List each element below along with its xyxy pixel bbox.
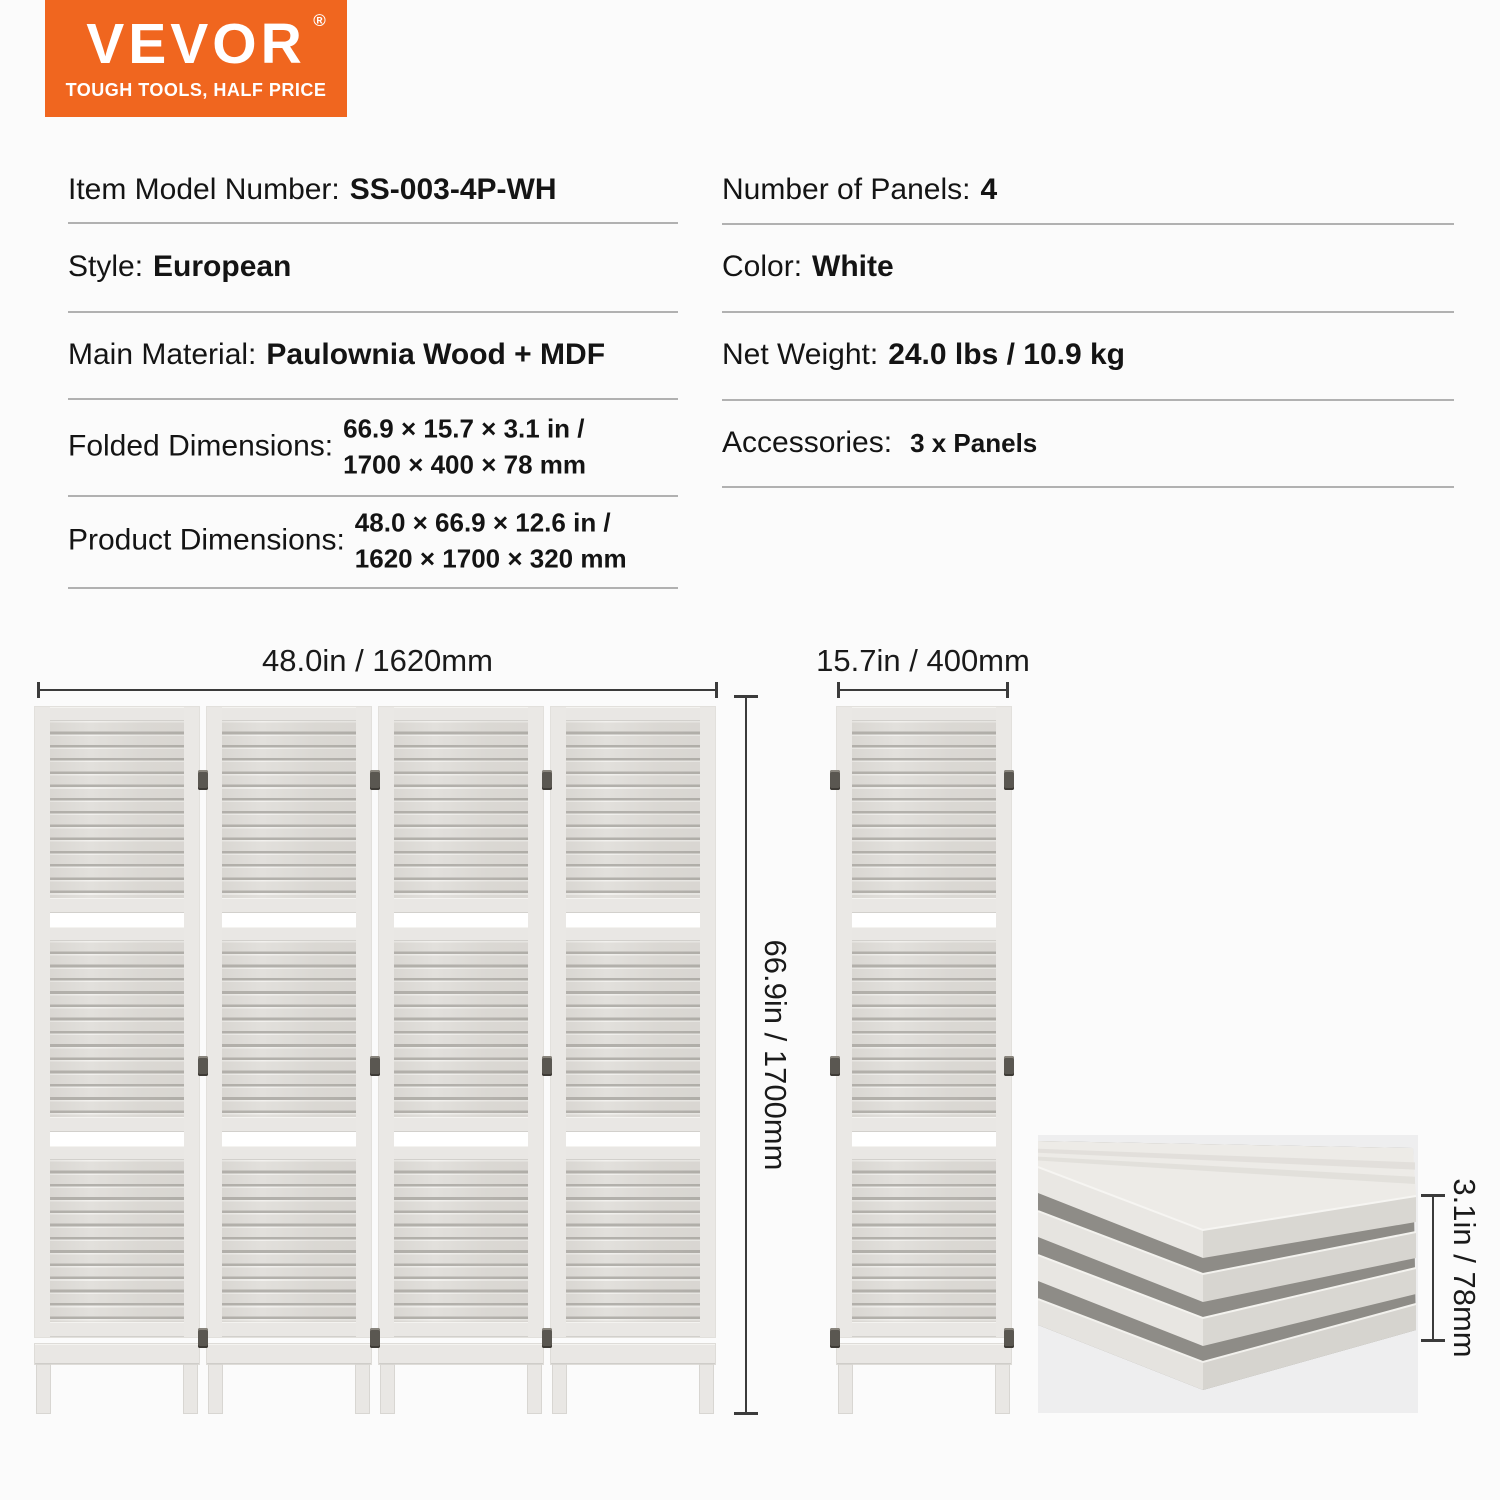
louver-section: [222, 941, 356, 1117]
registered-trademark-icon: ®: [313, 11, 326, 30]
height-dimension-line: [745, 697, 747, 1414]
dimension-tick: [37, 682, 40, 698]
panel-leg: [380, 1364, 395, 1414]
separator-line: [68, 587, 678, 589]
spec-value: [355, 505, 627, 578]
panel-leg: [183, 1364, 198, 1414]
panel-leg: [355, 1364, 370, 1414]
spec-style: [68, 250, 291, 284]
separator-line: [68, 222, 678, 224]
spec-value: European: [153, 250, 292, 283]
separator-line: [68, 495, 678, 497]
open-slot: [222, 913, 356, 927]
open-slot: [852, 913, 996, 927]
divider-panel-1: [35, 707, 199, 1414]
spec-color: [722, 250, 894, 284]
louver-section: [852, 941, 996, 1117]
louver-section: [566, 941, 700, 1117]
spec-value: 4: [980, 173, 998, 206]
panel-body: [35, 707, 199, 1337]
hinge-icon: [542, 1328, 552, 1348]
dimension-tick: [1006, 682, 1009, 698]
folded-stack-illustration: [1038, 1135, 1418, 1413]
bottom-rail: [207, 1344, 371, 1364]
spec-label: Color:: [722, 250, 803, 283]
spec-value: [343, 411, 586, 484]
panel-leg: [552, 1364, 567, 1414]
vevor-logo-tagline: TOUGH TOOLS, HALF PRICE: [65, 80, 327, 100]
single-panel-view: [837, 707, 1011, 1414]
dimension-tick: [715, 682, 718, 698]
divider-panel-2: [207, 707, 371, 1414]
spec-value-line2: 1700 × 400 × 78 mm: [343, 450, 586, 480]
spec-label: Item Model Number:: [68, 173, 340, 206]
louver-section: [566, 1160, 700, 1322]
panel-leg: [527, 1364, 542, 1414]
panel-leg: [208, 1364, 223, 1414]
open-slot: [566, 913, 700, 927]
open-slot: [394, 1132, 528, 1146]
front-width-dimension-line: [38, 689, 717, 691]
open-slot: [394, 913, 528, 927]
spec-label: Product Dimensions:: [68, 524, 345, 557]
spec-number-of-panels: [722, 173, 997, 207]
louver-section: [566, 721, 700, 898]
dimension-tick: [734, 695, 758, 698]
dimension-tick: [837, 682, 840, 698]
louver-section: [394, 941, 528, 1117]
panel-leg: [36, 1364, 51, 1414]
spec-label: Net Weight:: [722, 338, 879, 371]
vevor-logo-text: VEVOR: [86, 12, 306, 76]
hinge-icon: [1004, 1056, 1014, 1076]
panel-leg: [699, 1364, 714, 1414]
spec-value: SS-003-4P-WH: [349, 173, 557, 206]
panel-body: [551, 707, 715, 1337]
bottom-rail: [551, 1344, 715, 1364]
separator-line: [722, 399, 1454, 401]
spec-folded-dimensions: [68, 411, 586, 484]
hinge-icon: [198, 770, 208, 790]
panel-body: [207, 707, 371, 1337]
hinge-icon: [830, 770, 840, 790]
louver-section: [852, 721, 996, 898]
front-width-dimension-label: 48.0in / 1620mm: [262, 643, 493, 678]
spec-value: 3 x Panels: [910, 427, 1038, 458]
vevor-logo-brand-row: [86, 11, 326, 76]
hinge-icon: [370, 1056, 380, 1076]
louver-section: [50, 941, 184, 1117]
dimension-tick: [1421, 1339, 1445, 1342]
open-slot: [852, 1132, 996, 1146]
hinge-icon: [830, 1328, 840, 1348]
spec-value-line1: 48.0 × 66.9 × 12.6 in /: [354, 507, 611, 538]
bottom-rail: [837, 1344, 1011, 1364]
separator-line: [68, 398, 678, 400]
bottom-rail: [35, 1344, 199, 1364]
spec-net-weight: [722, 338, 1125, 372]
spec-label: Main Material:: [68, 338, 257, 371]
open-slot: [50, 1132, 184, 1146]
separator-line: [722, 223, 1454, 225]
spec-value: White: [812, 250, 894, 283]
thickness-dimension-label: 3.1in / 78mm: [1447, 1178, 1482, 1358]
single-panel: [837, 707, 1011, 1414]
spec-value-line1: 66.9 × 15.7 × 3.1 in /: [343, 413, 585, 444]
height-dimension-label: 66.9in / 1700mm: [758, 939, 793, 1171]
spec-value: Paulownia Wood + MDF: [266, 338, 606, 371]
hinge-icon: [198, 1056, 208, 1076]
open-slot: [50, 913, 184, 927]
dimension-tick: [1421, 1194, 1445, 1197]
hinge-icon: [830, 1056, 840, 1076]
spec-label: Style:: [68, 250, 144, 283]
louver-section: [222, 1160, 356, 1322]
spec-label: Folded Dimensions:: [68, 430, 334, 463]
hinge-icon: [542, 1056, 552, 1076]
panel-leg: [995, 1364, 1010, 1414]
bottom-rail: [379, 1344, 543, 1364]
open-slot: [222, 1132, 356, 1146]
spec-item-model-number: [68, 173, 556, 207]
louver-section: [394, 1160, 528, 1322]
hinge-icon: [198, 1328, 208, 1348]
hinge-icon: [542, 770, 552, 790]
hinge-icon: [370, 770, 380, 790]
separator-line: [722, 486, 1454, 488]
louver-section: [50, 721, 184, 898]
open-slot: [566, 1132, 700, 1146]
vevor-logo: [45, 0, 347, 117]
panel-width-dimension-label: 15.7in / 400mm: [816, 643, 1030, 678]
spec-value-line2: 1620 × 1700 × 320 mm: [354, 544, 627, 574]
separator-line: [68, 311, 678, 313]
louver-section: [222, 721, 356, 898]
divider-panel-3: [379, 707, 543, 1414]
louver-section: [50, 1160, 184, 1322]
spec-product-dimensions: [68, 505, 627, 578]
hinge-icon: [370, 1328, 380, 1348]
divider-panel-4: [551, 707, 715, 1414]
folded-stack-photo-area: [1038, 1135, 1418, 1413]
hinge-icon: [1004, 1328, 1014, 1348]
thickness-dimension-line: [1432, 1196, 1434, 1341]
panel-width-dimension-line: [838, 689, 1008, 691]
louver-section: [394, 721, 528, 898]
spec-accessories: [722, 426, 1037, 460]
panel-body: [837, 707, 1011, 1337]
spec-label: Accessories:: [722, 426, 893, 459]
louver-section: [852, 1160, 996, 1322]
dimension-tick: [734, 1412, 758, 1415]
hinge-icon: [1004, 770, 1014, 790]
separator-line: [722, 311, 1454, 313]
spec-main-material: [68, 338, 605, 372]
spec-value: 24.0 lbs / 10.9 kg: [888, 338, 1125, 371]
panel-leg: [838, 1364, 853, 1414]
panel-body: [379, 707, 543, 1337]
spec-label: Number of Panels:: [722, 173, 971, 206]
